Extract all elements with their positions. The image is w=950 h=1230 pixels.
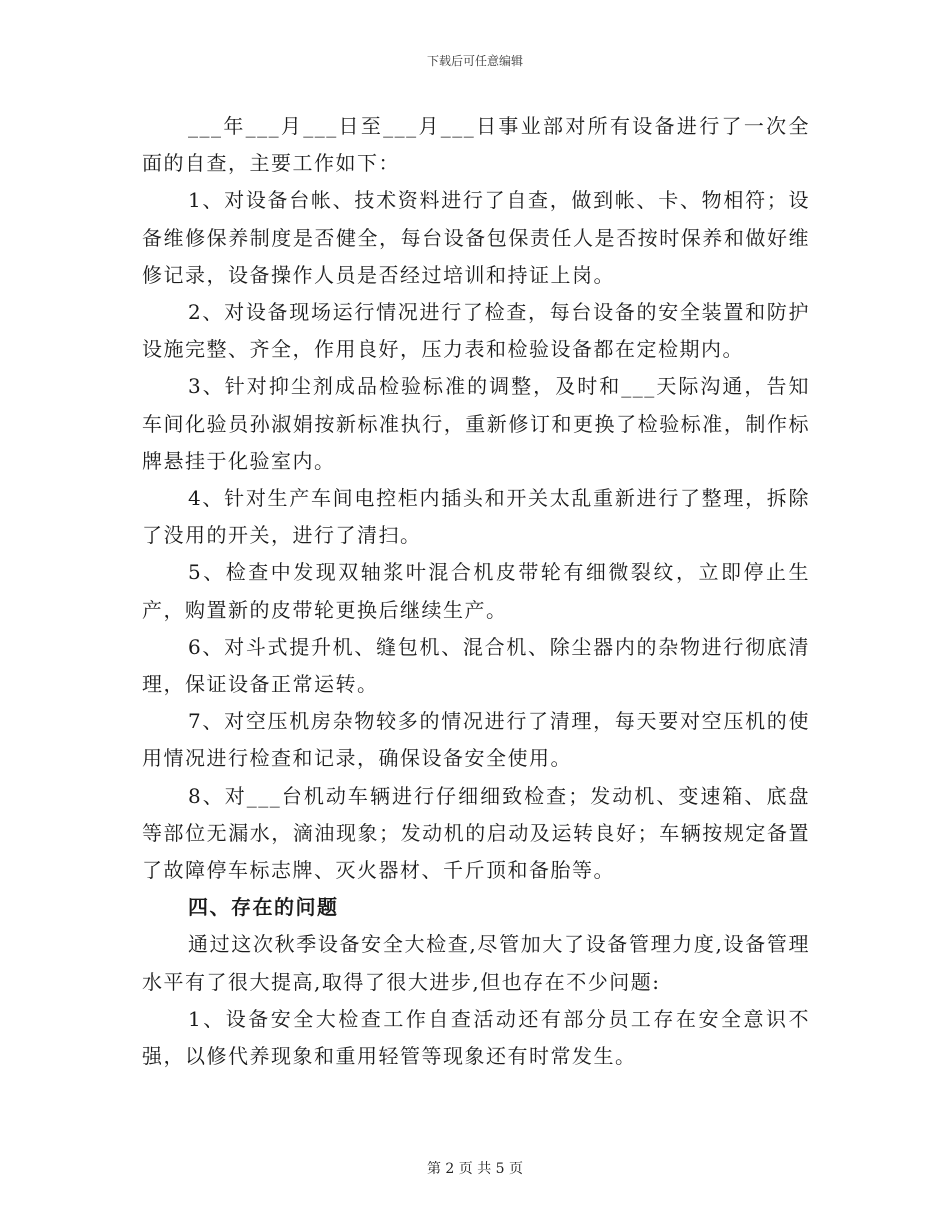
paragraph-item-1: 1、对设备台帐、技术资料进行了自查，做到帐、卡、物相符；设备维修保养制度是否健全，每台设备包保责任人是否按时保养和做好维修记录，设备操作人员是否经过培训和持证上岗。 [142, 188, 810, 287]
paragraph-item-7: 7、对空压机房杂物较多的情况进行了清理，每天要对空压机的使用情况进行检查和记录，确保设备安全使用。 [142, 709, 810, 771]
paragraph-item-6: 6、对斗式提升机、缝包机、混合机、除尘器内的杂物进行彻底清理，保证设备正常运转。 [142, 634, 810, 697]
section-paragraph-issue-1: 1、设备安全大检查工作自查活动还有部分员工存在安全意识不强，以修代养现象和重用轻管等现象还有时常发生。 [142, 1006, 810, 1069]
section-heading: 四、存在的问题 [188, 895, 339, 920]
paragraph-item-3: 3、针对抑尘剂成品检验标准的调整，及时和___天际沟通，告知车间化验员孙淑娟按新标准执行，重新修订和更换了检验标准，制作标牌悬挂于化验室内。 [142, 374, 810, 473]
page-footer: 第 2 页 共 5 页 [426, 1161, 524, 1177]
paragraph-item-5: 5、检查中发现双轴浆叶混合机皮带轮有细微裂纹，立即停止生产，购置新的皮带轮更换后继续生产。 [142, 560, 810, 622]
section-paragraph-summary: 通过这次秋季设备安全大检查,尽管加大了设备管理力度,设备管理水平有了很大提高,取得了很大进步,但也存在不少问题: [142, 932, 810, 994]
paragraph-intro: ___年___月___日至___月___日事业部对所有设备进行了一次全面的自查，主要工作如下： [142, 114, 810, 176]
paragraph-item-4: 4、针对生产车间电控柜内插头和开关太乱重新进行了整理，拆除了没用的开关，进行了清扫。 [142, 486, 810, 548]
document-body [142, 108, 810, 1075]
paragraph-item-2: 2、对设备现场运行情况进行了检查，每台设备的安全装置和防护设施完整、齐全，作用良好，压力表和检验设备都在定检期内。 [142, 300, 810, 362]
paragraph-item-8: 8、对___台机动车辆进行仔细细致检查；发动机、变速箱、底盘等部位无漏水，滴油现象；发动机的启动及运转良好；车辆按规定备置了故障停车标志牌、灭火器材、千斤顶和备胎等。 [142, 783, 810, 883]
page-header: 下载后可任意编辑 [426, 54, 523, 68]
